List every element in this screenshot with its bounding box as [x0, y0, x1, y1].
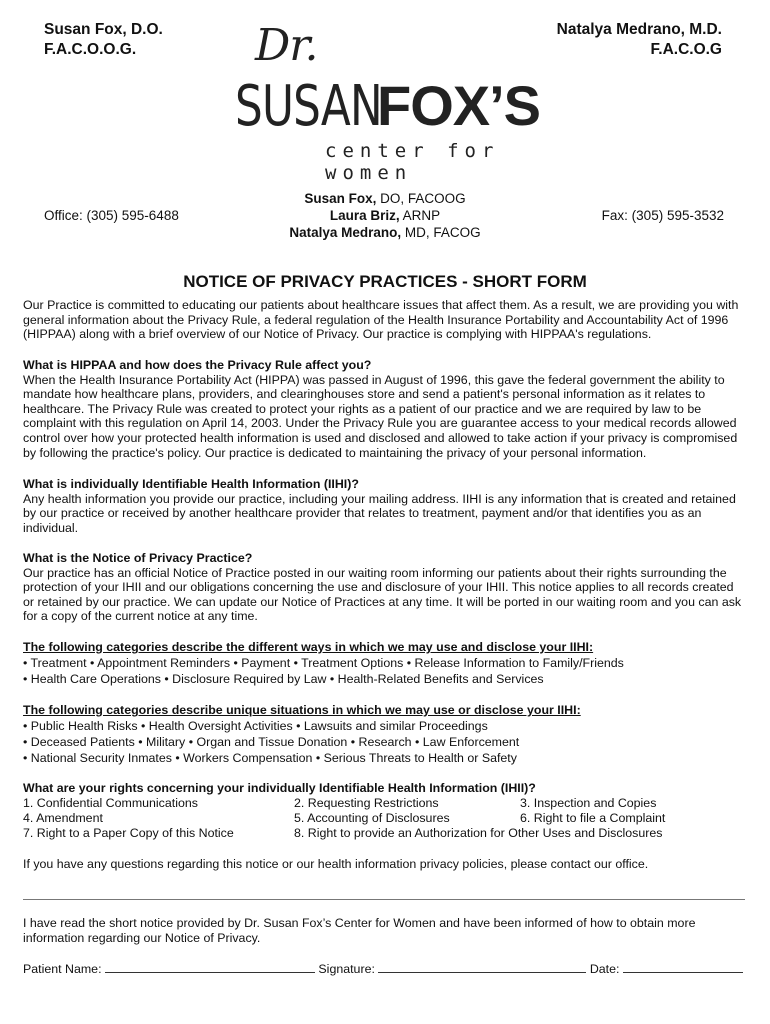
uses-line: • Treatment • Appointment Reminders • Payment • Treatment Options • Release Information to Family/Friends: [23, 655, 624, 670]
date-label: Date:: [589, 962, 620, 976]
logo-wordmark: [235, 74, 541, 139]
patient-name-field[interactable]: [105, 961, 315, 973]
right-physician-header: [557, 20, 722, 60]
provider-row: Natalya Medrano, MD, FACOG: [289, 225, 481, 240]
right-physician-name: Natalya Medrano, M.D.: [556, 21, 722, 38]
situations-line: • Deceased Patients • Military • Organ and Tissue Donation • Research • Law Enforcement: [23, 734, 520, 749]
right-item: 1. Confidential Communications: [23, 796, 198, 810]
right-item: 3. Inspection and Copies: [520, 796, 657, 810]
rights-row: [23, 811, 748, 826]
logo-foxs: FOX’S: [377, 74, 541, 137]
notice-section: [23, 551, 748, 624]
right-item: 4. Amendment: [23, 811, 103, 825]
closing-note: If you have any questions regarding this notice or our health information privacy policies, please contact our office.: [23, 857, 649, 871]
left-physician-name: Susan Fox, D.O.: [44, 21, 163, 38]
situations-heading: The following categories describe unique situations in which we may use or disclose your IIHI:: [23, 703, 581, 717]
iihi-section: [23, 477, 748, 535]
notice-title: NOTICE OF PRIVACY PRACTICES - SHORT FORM: [183, 272, 587, 291]
right-item: 2. Requesting Restrictions: [294, 796, 439, 810]
signature-label: Signature:: [318, 962, 375, 976]
uses-line: • Health Care Operations • Disclosure Required by Law • Health-Related Benefits and Services: [23, 671, 544, 686]
office-phone: Office: (305) 595-6488: [44, 208, 179, 223]
provider-row: Laura Briz, ARNP: [329, 208, 441, 223]
section-answer: When the Health Insurance Portability Act (HIPPA) was passed in August of 1996, this gave the federal government the ability to mandate how healthcare plans, providers, and clearinghouses store and send a patient's personal information as it relates to healthcare. The Privacy Rule was created to protect your rights as a patient of our practice and we are required by law to be complaint with this regulation on April 14, 2003. Under the Privacy Rule you are guarantee access to your medical records allowed control over how your protected health information is used and disclosed and allowed to take action if your privacy is compromised by following the practice's policy. Our practice is dedicated to maintaining the privacy of your personal information.: [23, 372, 738, 460]
date-field[interactable]: [623, 961, 743, 973]
signature-field[interactable]: [378, 961, 586, 973]
fax-number: Fax: (305) 595-3532: [601, 208, 724, 223]
acknowledgement-text: I have read the short notice provided by Dr. Susan Fox’s Center for Women and have been informed of how to obtain more information regarding our Notice of Privacy.: [23, 916, 696, 945]
divider: [23, 899, 745, 900]
left-physician-header: [44, 20, 163, 60]
hippaa-section: [23, 358, 748, 460]
section-answer: Our practice has an official Notice of Practice posted in our waiting room informing our patients about their rights surrounding the protection of your IHII and our obligations concerning the use and disclosure of your IHII. This notice applies to all records created or retained by our practice. We can update our Notice of Practices at any time. It will be ported in our waiting room and you can ask for a copy of the current notice at any time.: [23, 565, 742, 624]
right-item: 8. Right to provide an Authorization for Other Uses and Disclosures: [294, 826, 663, 840]
uses-section: [23, 640, 748, 687]
rights-row: [23, 826, 748, 841]
logo-susan: SUSAN: [235, 74, 382, 139]
situations-line: • National Security Inmates • Workers Compensation • Serious Threats to Health or Safety: [23, 750, 517, 765]
provider-row: Susan Fox, DO, FACOOG: [304, 191, 466, 206]
signature-row: [23, 961, 748, 977]
right-physician-credentials: F.A.C.O.G: [650, 41, 722, 58]
left-physician-credentials: F.A.C.O.O.G.: [44, 41, 137, 58]
patient-name-label: Patient Name:: [23, 962, 102, 976]
logo-dr-script: Dr.: [255, 20, 318, 71]
uses-heading: The following categories describe the different ways in which we may use and disclose your IIHI:: [23, 640, 594, 654]
center-logo: [235, 20, 541, 184]
section-question: What is the Notice of Privacy Practice?: [23, 551, 253, 565]
rights-section: [23, 781, 748, 841]
situations-section: [23, 703, 748, 766]
intro-paragraph: Our Practice is committed to educating our patients about healthcare issues that affect them. As a result, we are providing you with general information about the Privacy Rule, a federal regulation of the Health Insurance Portability and Accountability Act of 1996 (HIPPAA) along with a brief overview of our Notice of Privacy. Our practice is complying with HIPPAA's regulations.: [23, 298, 739, 342]
right-item: 6. Right to file a Complaint: [520, 811, 666, 825]
rights-heading: What are your rights concerning your individually Identifiable Health Information (IHII)?: [23, 781, 536, 795]
right-item: 7. Right to a Paper Copy of this Notice: [23, 826, 234, 840]
logo-subtitle: center for women: [325, 140, 500, 184]
right-item: 5. Accounting of Disclosures: [294, 811, 450, 825]
section-question: What is HIPPAA and how does the Privacy Rule affect you?: [23, 358, 372, 372]
section-question: What is individually Identifiable Health Information (IIHI)?: [23, 477, 359, 491]
section-answer: Any health information you provide our practice, including your mailing address. IIHI is any information that is created and retained by our practice or received by another healthcare provider that relates to treatment, payment and/or that identifies you as an individual.: [23, 491, 736, 535]
situations-line: • Public Health Risks • Health Oversight Activities • Lawsuits and similar Proceedings: [23, 718, 488, 733]
provider-list: [235, 190, 535, 241]
rights-row: [23, 796, 748, 811]
